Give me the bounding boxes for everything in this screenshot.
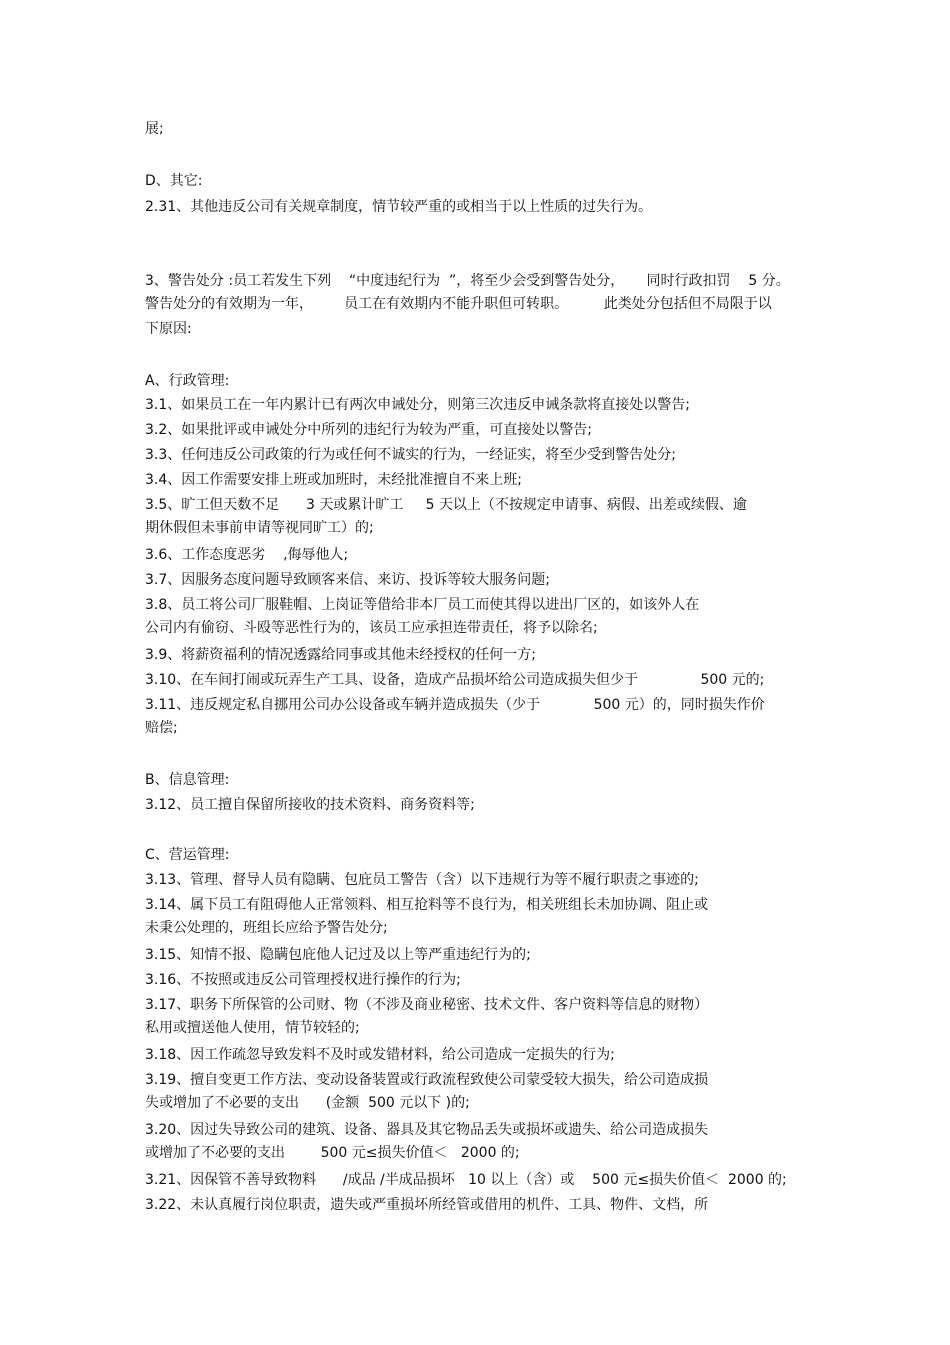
clause-3-8-line-1: 3.8、员工将公司厂服鞋帽、上岗证等借给非本厂员工而使其得以进出厂区的，如该外人在 xyxy=(145,597,700,613)
section-heading-a: A、行政管理: xyxy=(145,373,230,389)
clause-3-19-line-2: 失或增加了不必要的支出 (金额 500 元以下 )的; xyxy=(145,1095,470,1111)
paragraph-warning-line-2: 警告处分的有效期为一年， 员工在有效期内不能升职但可转职。 此类处分包括但不局限于以 xyxy=(145,296,772,312)
clause-3-6: 3.6、工作态度恶劣 ,侮辱他人; xyxy=(145,547,349,563)
clause-3-20-line-1: 3.20、因过失导致公司的建筑、设备、器具及其它物品丢失或损坏或遗失、给公司造成损失 xyxy=(145,1122,709,1138)
clause-3-16: 3.16、不按照或违反公司管理授权进行操作的行为; xyxy=(145,972,461,988)
clause-3-17-line-2: 私用或擅送他人使用，情节较轻的; xyxy=(145,1020,360,1036)
clause-3-4: 3.4、因工作需要安排上班或加班时，未经批准擅自不来上班; xyxy=(145,472,522,488)
clause-3-18: 3.18、因工作疏忽导致发料不及时或发错材料，给公司造成一定损失的行为; xyxy=(145,1047,615,1063)
clause-3-7: 3.7、因服务态度问题导致顾客来信、来访、投诉等较大服务问题; xyxy=(145,572,550,588)
clause-3-11-line-2: 赔偿; xyxy=(145,720,178,736)
section-heading-b: B、信息管理: xyxy=(145,772,230,788)
section-heading-c: C、营运管理: xyxy=(145,847,230,863)
clause-3-8-line-2: 公司内有偷窃、斗殴等恶性行为的，该员工应承担连带责任，将予以除名; xyxy=(145,620,598,636)
clause-3-17-line-1: 3.17、职务下所保管的公司财、物（不涉及商业秘密、技术文件、客户资料等信息的财物） xyxy=(145,997,709,1013)
clause-2-31: 2.31、其他违反公司有关规章制度，情节较严重的或相当于以上性质的过失行为。 xyxy=(145,199,653,215)
clause-3-11-line-1: 3.11、违反规定私自挪用公司办公设备或车辆并造成损失（少于 500 元）的，同时损失作价 xyxy=(145,697,765,713)
section-heading-d: D、其它: xyxy=(145,173,203,189)
clause-3-15: 3.15、知情不报、隐瞒包庇他人记过及以上等严重违纪行为的; xyxy=(145,947,531,963)
clause-3-1: 3.1、如果员工在一年内累计已有两次申诫处分，则第三次违反申诫条款将直接处以警告; xyxy=(145,397,690,413)
clause-3-21: 3.21、因保管不善导致物料 /成品 /半成品损坏 10 以上（含）或 500 元≤损失价值＜ 2000 的; xyxy=(145,1172,787,1188)
text-line-continuation: 展; xyxy=(145,121,164,137)
clause-3-12: 3.12、员工擅自保留所接收的技术资料、商务资料等; xyxy=(145,797,475,813)
clause-3-3: 3.3、任何违反公司政策的行为或任何不诚实的行为，一经证实，将至少受到警告处分; xyxy=(145,447,676,463)
clause-3-2: 3.2、如果批评或申诫处分中所列的违纪行为较为严重，可直接处以警告; xyxy=(145,422,592,438)
clause-3-9: 3.9、将薪资福利的情况透露给同事或其他未经授权的任何一方; xyxy=(145,647,536,663)
clause-3-20-line-2: 或增加了不必要的支出 500 元≤损失价值＜ 2000 的; xyxy=(145,1145,520,1161)
paragraph-warning-line-3: 下原因: xyxy=(145,321,192,337)
clause-3-10: 3.10、在车间打闹或玩弄生产工具、设备，造成产品损坏给公司造成损失但少于 500 元的; xyxy=(145,672,765,688)
clause-3-5-line-1: 3.5、旷工但天数不足 3 天或累计旷工 5 天以上（不按规定申请事、病假、出差或续假、逾 xyxy=(145,497,747,513)
clause-3-5-line-2: 期休假但未事前申请等视同旷工）的; xyxy=(145,520,374,536)
paragraph-warning-line-1: 3、警告处分 :员工若发生下列 “中度违纪行为 ”，将至少会受到警告处分， 同时行政扣罚 5 分。 xyxy=(145,273,790,289)
clause-3-22: 3.22、未认真履行岗位职责，遗失或严重损坏所经管或借用的机件、工具、物件、文档，所 xyxy=(145,1197,709,1213)
clause-3-14-line-1: 3.14、属下员工有阻碍他人正常领料、相互抢料等不良行为，相关班组长未加协调、阻止或 xyxy=(145,897,709,913)
clause-3-19-line-1: 3.19、擅自变更工作方法、变动设备装置或行政流程致使公司蒙受较大损失，给公司造成损 xyxy=(145,1072,709,1088)
clause-3-13: 3.13、管理、督导人员有隐瞒、包庇员工警告（含）以下违规行为等不履行职责之事迹的; xyxy=(145,872,699,888)
clause-3-14-line-2: 未秉公处理的，班组长应给予警告处分; xyxy=(145,920,388,936)
